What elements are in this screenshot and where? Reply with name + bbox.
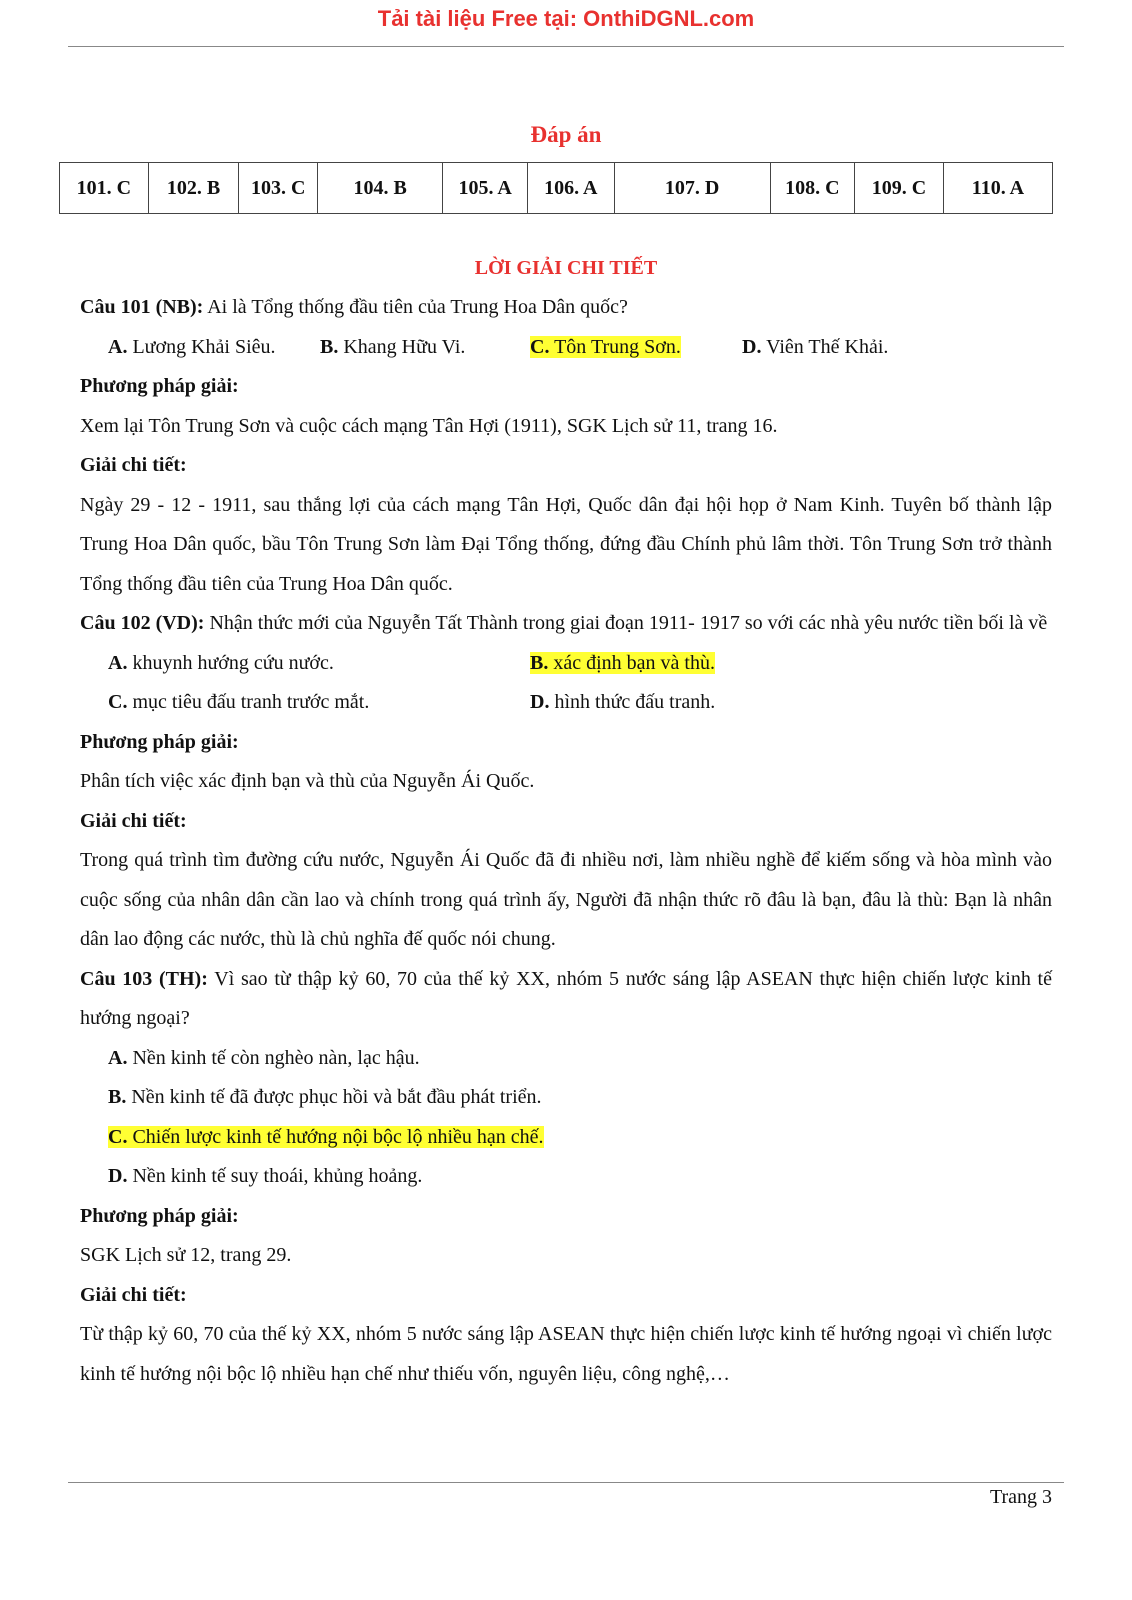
- option-d: D. hình thức đấu tranh.: [530, 691, 716, 713]
- question-label: Câu 103 (TH):: [80, 967, 208, 990]
- solution-body: [80, 288, 1052, 1394]
- answer-cell: 103. C: [239, 163, 318, 214]
- option-c-correct: C. Chiến lược kinh tế hướng nội bộc lộ nhiều hạn chế.: [108, 1125, 544, 1148]
- detail-text: Ngày 29 - 12 - 1911, sau thắng lợi của cách mạng Tân Hợi, Quốc dân đại hội họp ở Nam Kinh. Tuyên bố thành lập Trung Hoa Dân quốc, bầu Tôn Trung Sơn làm Đại Tổng thống, đứng đầu Chính phủ lâm thời. Tôn Trung Sơn trở thành Tổng thống đầu tiên của Trung Hoa Dân quốc.: [80, 493, 1052, 595]
- question-103: [80, 960, 1052, 1039]
- question-label: Câu 102 (VD):: [80, 612, 205, 634]
- method-text: Xem lại Tôn Trung Sơn và cuộc cách mạng Tân Hợi (1911), SGK Lịch sử 11, trang 16.: [80, 414, 778, 437]
- answer-cell: 105. A: [443, 163, 528, 214]
- source-banner: Tải tài liệu Free tại: OnthiDGNL.com: [377, 6, 755, 31]
- page-number: Trang 3: [989, 1486, 1052, 1508]
- option-a: A. Nền kinh tế còn nghèo nàn, lạc hậu.: [108, 1046, 420, 1069]
- options-102-row1: [80, 644, 1052, 684]
- detail-text: Từ thập kỷ 60, 70 của thế kỷ XX, nhóm 5 nước sáng lập ASEAN thực hiện chiến lược kinh tế hướng ngoại vì chiến lược kinh tế hướng nội bộc lộ nhiều hạn chế như thiếu vốn, nguyên liệu, công nghệ,…: [80, 1323, 1052, 1385]
- option-c-correct: C. Tôn Trung Sơn.: [530, 335, 681, 358]
- method-text: Phân tích việc xác định bạn và thù của Nguyễn Ái Quốc.: [80, 770, 535, 792]
- question-text: Ai là Tổng thống đầu tiên của Trung Hoa Dân quốc?: [203, 296, 628, 318]
- detail-heading: Giải chi tiết:: [80, 454, 187, 476]
- answer-cell: 106. A: [527, 163, 614, 214]
- method-heading: Phương pháp giải:: [80, 1204, 239, 1227]
- answer-cell: 107. D: [614, 163, 770, 214]
- solution-title: LỜI GIẢI CHI TIẾT: [474, 257, 658, 279]
- answer-cell: 104. B: [317, 163, 442, 214]
- question-text: Nhận thức mới của Nguyễn Tất Thành trong giai đoạn 1911- 1917 so với các nhà yêu nước tiền bối là về: [204, 612, 1048, 634]
- detail-heading: Giải chi tiết:: [80, 1283, 187, 1306]
- answer-cell: 102. B: [148, 163, 239, 214]
- question-101: [80, 288, 1052, 328]
- question-text: Vì sao từ thập kỷ 60, 70 của thế kỷ XX, nhóm 5 nước sáng lập ASEAN thực hiện chiến lược kinh tế hướng ngoại?: [80, 967, 1052, 1029]
- answer-key-table: [59, 162, 1053, 214]
- method-heading: Phương pháp giải:: [80, 375, 239, 397]
- options-102-row2: [80, 683, 1052, 723]
- option-b: B. Nền kinh tế đã được phục hồi và bắt đầu phát triển.: [108, 1086, 542, 1108]
- answer-key-title: Đáp án: [530, 122, 602, 147]
- detail-heading: Giải chi tiết:: [80, 809, 187, 832]
- question-102: [80, 604, 1052, 644]
- method-text: SGK Lịch sử 12, trang 29.: [80, 1244, 292, 1266]
- method-heading: Phương pháp giải:: [80, 730, 239, 753]
- option-b: B. Khang Hữu Vi.: [320, 335, 466, 358]
- option-d: D. Nền kinh tế suy thoái, khủng hoảng.: [108, 1165, 423, 1187]
- option-a: A. Lương Khải Siêu.: [108, 335, 276, 358]
- detail-text: Trong quá trình tìm đường cứu nước, Nguyễn Ái Quốc đã đi nhiều nơi, làm nhiều nghề để kiếm sống và hòa mình vào cuộc sống của nhân dân cần lao và chính trong quá trình ấy, Người đã nhận thức rõ đâu là bạn, đâu là thù: Bạn là nhân dân lao động các nước, thù là chủ nghĩa đế quốc nói chung.: [80, 849, 1052, 950]
- option-c: C. mục tiêu đấu tranh trước mắt.: [108, 691, 370, 713]
- option-b-correct: B. xác định bạn và thù.: [530, 651, 715, 674]
- footer-divider: [68, 1482, 1064, 1483]
- answer-cell: 110. A: [943, 163, 1052, 214]
- header-divider: [68, 46, 1064, 47]
- answer-cell: 108. C: [770, 163, 855, 214]
- options-101: [80, 328, 1052, 368]
- option-a: A. khuynh hướng cứu nước.: [108, 651, 334, 674]
- question-label: Câu 101 (NB):: [80, 296, 204, 318]
- answer-cell: 101. C: [60, 163, 149, 214]
- option-d: D. Viên Thế Khải.: [742, 335, 889, 358]
- answer-cell: 109. C: [855, 163, 944, 214]
- table-row: [60, 163, 1053, 214]
